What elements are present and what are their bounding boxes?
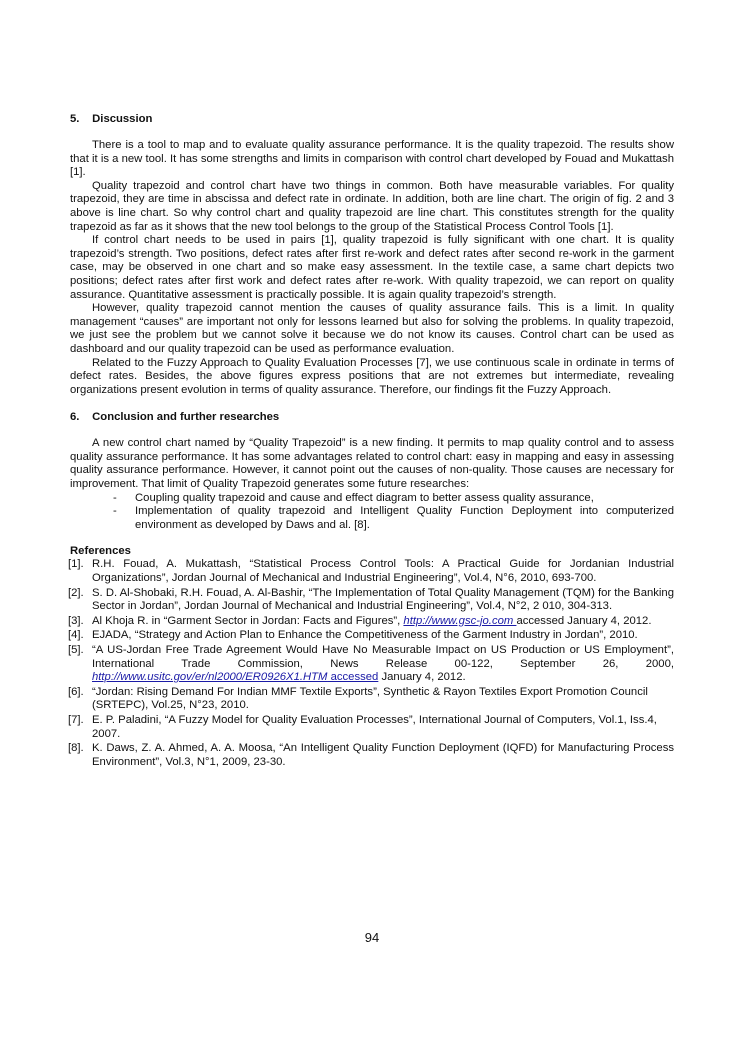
discussion-paragraph: If control chart needs to be used in pairs [1], quality trapezoid is fully significant with one chart. It is quality trapezoid’s strength. Two positions, defect rates after first re-work and defect rates after second re-work in the garment case, may be observed in one chart and so make easy assessment. In the textile case, a same chart depicts two positions; defect rates after first work and defect rates after re-work. With quality trapezoid, we can report on quality assurance. Quantitative assessment is practically possible. It is again quality trapezoid’s strength. <box>70 234 674 301</box>
section-heading-conclusion <box>70 410 674 424</box>
reference-item: [8]. K. Daws, Z. A. Ahmed, A. A. Moosa, “An Intelligent Quality Function Deployment (IQFD) for Manufacturing Process Environment”, Vol.3, N°1, 2009, 23-30. <box>68 742 674 768</box>
discussion-paragraph: Quality trapezoid and control chart have two things in common. Both have measurable variables. For quality trapezoid, they are time in abscissa and defect rate in ordinate. In addition, both are line chart. The origin of fig. 2 and 3 above is line chart. So why control chart and quality trapezoid are line chart. This constitutes strength for the quality trapezoid as far as it shows that the new tool belongs to the group of the Statistical Process Control Tools [1]. <box>70 179 674 233</box>
bullet-dash: - <box>113 505 117 518</box>
bullet-dash: - <box>113 491 117 504</box>
reference-item: [5]. “A US-Jordan Free Trade Agreement Would Have No Measurable Impact on US Production or US Employment”, International Trade Commission, News Release 00-122, September 26, 2000, http://www.usitc.gov/er/nl2000/ER0926X1.HTM accessed January 4, 2012. <box>68 644 674 684</box>
reference-list <box>70 558 674 769</box>
page-content <box>70 112 674 770</box>
reference-link[interactable]: http://www.gsc-jo.com <box>403 614 517 627</box>
references-heading: References <box>70 545 131 558</box>
list-item: - Implementation of quality trapezoid and Intelligent Quality Function Deployment into computerized environment as developed by Daws and al. [8]. <box>113 505 674 531</box>
section-heading-discussion <box>70 112 674 126</box>
discussion-paragraph: There is a tool to map and to evaluate quality assurance performance. It is the quality trapezoid. The results show that it is a new tool. It has some strengths and limits in comparison with control chart developed by Fouad and Mukattash [1]. <box>70 139 674 179</box>
discussion-paragraph: However, quality trapezoid cannot mention the causes of quality assurance fails. This is a limit. In quality management “causes” are important not only for lessons learned but also for solving the problems. In quality trapezoid, we just see the problem but we cannot solve it because we do not know its causes. Control chart can be used as dashboard and our quality trapezoid can be used as performance evaluation. <box>70 302 674 355</box>
reference-item: [7]. E. P. Paladini, “A Fuzzy Model for Quality Evaluation Processes”, International Journal of Computers, Vol.1, Iss.4, 2007. <box>68 713 657 740</box>
section-title: Conclusion and further researches <box>92 411 280 424</box>
reference-item: [6]. “Jordan: Rising Demand For Indian MMF Textile Exports”, Synthetic & Rayon Textiles Export Promotion Council (SRTEPC), Vol.25, N°23, 2010. <box>68 685 648 712</box>
reference-item: [1]. R.H. Fouad, A. Mukattash, “Statistical Process Control Tools: A Practical Guide for Jordanian Industrial Organizations”, Jordan Journal of Mechanical and Industrial Engineering”, Vol.4, N°6, 2010, 693-700. <box>68 558 674 585</box>
list-item: - Coupling quality trapezoid and cause and effect diagram to better assess quality assurance, <box>113 491 594 504</box>
section-number: 5. <box>70 113 80 125</box>
reference-item: [3]. Al Khoja R. in “Garment Sector in Jordan: Facts and Figures”, http://www.gsc-jo.com accessed January 4, 2012. <box>68 614 652 627</box>
references-section <box>70 544 674 769</box>
discussion-paragraph: Related to the Fuzzy Approach to Quality Evaluation Processes [7], we use continuous scale in ordinate in terms of defect rates. Besides, the above figures express positions that are not extremes but intermediate, revealing organizations present evolution in terms of quality assurance. Therefore, our findings fit the Fuzzy Approach. <box>70 356 674 396</box>
conclusion-paragraph: A new control chart named by “Quality Trapezoid” is a new finding. It permits to map quality control and to assess quality assurance performance. It has some advantages related to control chart: easy in mapping and easy in assessing quality assurance performance. However, it cannot point out the causes of non-quality. Those causes are necessary for improvement. That limit of Quality Trapezoid generates some future researches: <box>70 437 674 491</box>
future-research-list <box>70 492 674 533</box>
reference-item: [4]. EJADA, “Strategy and Action Plan to Enhance the Competitiveness of the Garment Industry in Jordan”, 2010. <box>68 629 638 642</box>
reference-link[interactable]: http://www.usitc.gov/er/nl2000/ER0926X1.HTM <box>92 671 328 684</box>
section-title: Discussion <box>92 113 153 125</box>
page-number: 94 <box>364 930 380 945</box>
section-number: 6. <box>70 411 80 424</box>
reference-link-suffix[interactable]: accessed <box>327 671 379 684</box>
conclusion-section <box>70 410 674 532</box>
reference-item: [2]. S. D. Al-Shobaki, R.H. Fouad, A. Al-Bashir, “The Implementation of Total Quality Management (TQM) for the Banking Sector in Jordan”, Jordan Journal of Mechanical and Industrial Engineering”, Vol.4, N°2, 2 010, 304-313. <box>68 586 674 613</box>
